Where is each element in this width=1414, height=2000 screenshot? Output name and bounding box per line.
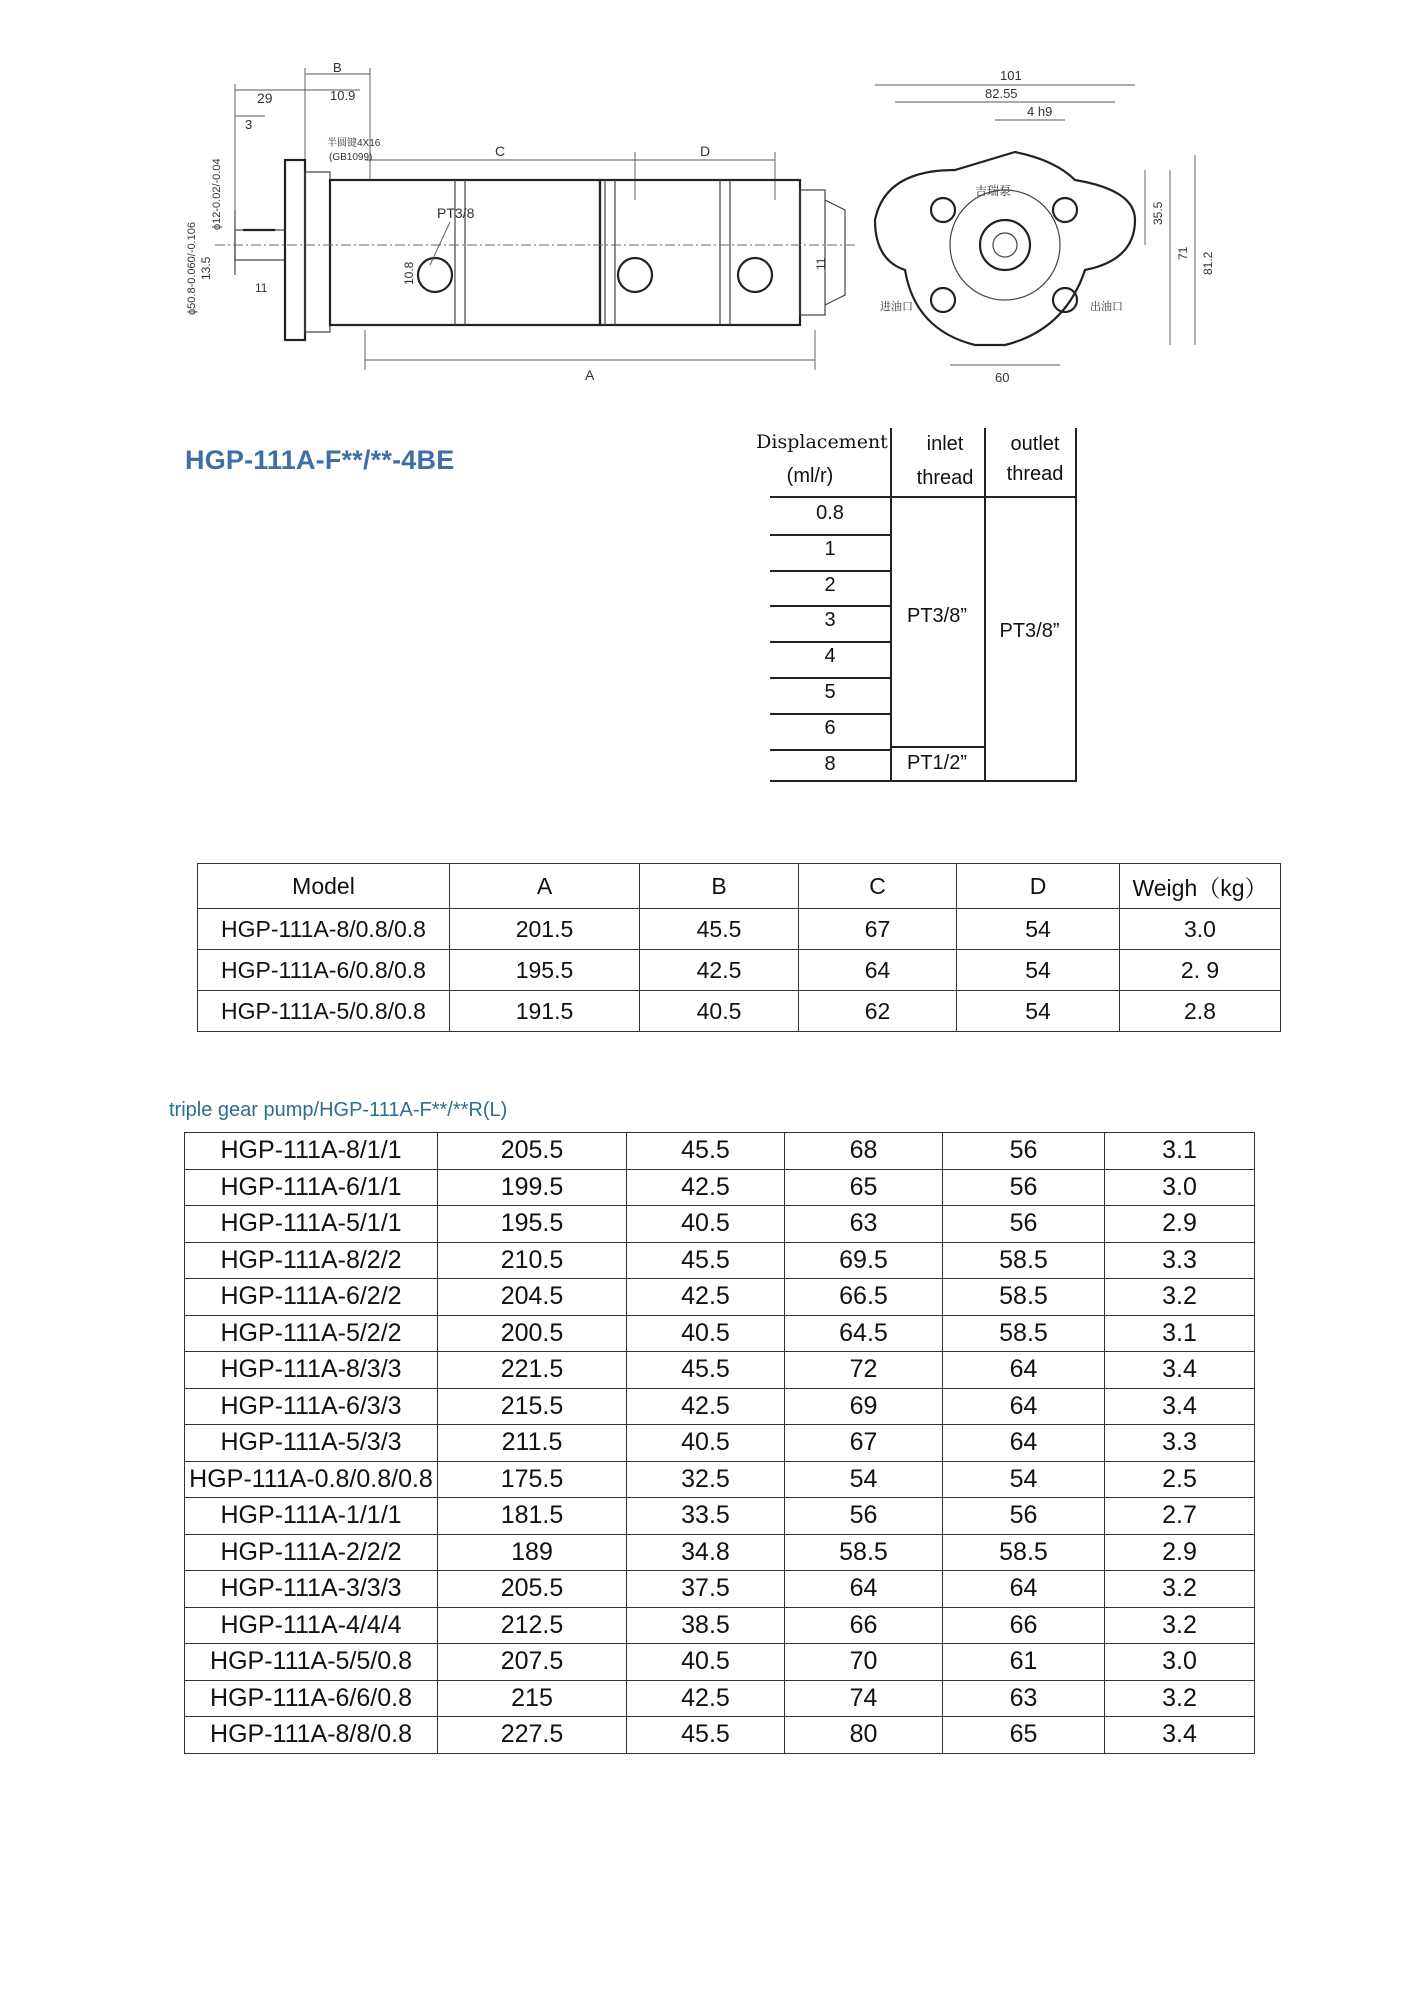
displacement-value: 8 (824, 752, 836, 775)
column-header: Model (198, 864, 450, 909)
dim-10-9: 10.9 (330, 88, 356, 103)
table-row (185, 1133, 1255, 1170)
dim-phi50: ϕ50.8-0.060/-0.106 (186, 221, 198, 315)
value-cell: 56 (785, 1498, 943, 1535)
inlet-label: 进油口 (880, 301, 913, 313)
dim-phi12: ϕ12-0.02/-0.04 (211, 158, 223, 230)
value-cell: 40.5 (627, 1206, 785, 1243)
value-cell: 56 (943, 1206, 1105, 1243)
value-cell: 189 (438, 1534, 627, 1571)
outlet-thread: PT3/8” (999, 620, 1060, 642)
value-cell: 227.5 (438, 1717, 627, 1754)
table-row (185, 1498, 1255, 1535)
value-cell: 3.2 (1105, 1680, 1255, 1717)
value-cell: 56 (943, 1498, 1105, 1535)
dim-11b: 11 (814, 257, 828, 270)
value-cell: 3.4 (1105, 1717, 1255, 1754)
value-cell: 63 (785, 1206, 943, 1243)
value-cell: 2. 9 (1120, 950, 1281, 991)
model-cell: HGP-111A-2/2/2 (185, 1534, 438, 1571)
value-cell: 64 (943, 1425, 1105, 1462)
model-cell: HGP-111A-5/3/3 (185, 1425, 438, 1462)
table-row (185, 1680, 1255, 1717)
displacement-value: 5 (824, 681, 836, 703)
value-cell: 72 (785, 1352, 943, 1389)
table-row (198, 991, 1281, 1032)
value-cell: 175.5 (438, 1461, 627, 1498)
brand-label: 吉瑞泵 (975, 184, 1012, 198)
header-inlet-2: thread (916, 467, 974, 489)
table-row (185, 1607, 1255, 1644)
value-cell: 205.5 (438, 1133, 627, 1170)
value-cell: 65 (785, 1169, 943, 1206)
model-cell: HGP-111A-8/1/1 (185, 1133, 438, 1170)
value-cell: 64 (943, 1571, 1105, 1608)
page-title: HGP-111A-F**/**-4BE (185, 445, 455, 475)
value-cell: 56 (943, 1133, 1105, 1170)
value-cell: 3.4 (1105, 1388, 1255, 1425)
header-outlet-1: outlet (1010, 433, 1060, 455)
value-cell: 45.5 (640, 909, 799, 950)
value-cell: 2.9 (1105, 1206, 1255, 1243)
value-cell: 64 (943, 1352, 1105, 1389)
value-cell: 205.5 (438, 1571, 627, 1608)
dim-d: D (700, 143, 711, 159)
header-outlet-2: thread (1006, 463, 1064, 485)
value-cell: 64 (785, 1571, 943, 1608)
column-header: A (450, 864, 640, 909)
value-cell: 54 (957, 950, 1120, 991)
displacement-value: 1 (824, 537, 836, 560)
value-cell: 32.5 (627, 1461, 785, 1498)
value-cell: 66 (943, 1607, 1105, 1644)
model-cell: HGP-111A-5/5/0.8 (185, 1644, 438, 1681)
value-cell: 181.5 (438, 1498, 627, 1535)
dim-a: A (585, 367, 595, 383)
value-cell: 54 (957, 909, 1120, 950)
dim-3: 3 (245, 117, 253, 132)
model-cell: HGP-111A-5/1/1 (185, 1206, 438, 1243)
model-cell: HGP-111A-6/2/2 (185, 1279, 438, 1316)
dim-71: 71 (1176, 246, 1190, 260)
side-view (186, 60, 855, 383)
value-cell: 80 (785, 1717, 943, 1754)
value-cell: 3.0 (1120, 909, 1281, 950)
table-row (185, 1534, 1255, 1571)
value-cell: 34.8 (627, 1534, 785, 1571)
dim-29: 29 (257, 90, 273, 106)
value-cell: 58.5 (943, 1315, 1105, 1352)
dim-10-8: 10.8 (402, 261, 416, 285)
value-cell: 191.5 (450, 991, 640, 1032)
table-row (198, 950, 1281, 991)
header-unit: (ml/r) (786, 465, 834, 487)
value-cell: 67 (785, 1425, 943, 1462)
value-cell: 64 (799, 950, 957, 991)
column-header: Weigh（kg） (1120, 864, 1281, 909)
value-cell: 45.5 (627, 1133, 785, 1170)
value-cell: 45.5 (627, 1352, 785, 1389)
table-row (185, 1644, 1255, 1681)
table-row (185, 1717, 1255, 1754)
model-cell: HGP-111A-5/0.8/0.8 (198, 991, 450, 1032)
value-cell: 42.5 (627, 1169, 785, 1206)
dim-35-5: 35.5 (1151, 201, 1165, 225)
table-row (185, 1425, 1255, 1462)
model-cell: HGP-111A-8/2/2 (185, 1242, 438, 1279)
value-cell: 40.5 (627, 1644, 785, 1681)
model-cell: HGP-111A-8/0.8/0.8 (198, 909, 450, 950)
value-cell: 54 (943, 1461, 1105, 1498)
model-cell: HGP-111A-6/3/3 (185, 1388, 438, 1425)
value-cell: 3.1 (1105, 1315, 1255, 1352)
model-cell: HGP-111A-4/4/4 (185, 1607, 438, 1644)
table-row (185, 1206, 1255, 1243)
value-cell: 40.5 (640, 991, 799, 1032)
value-cell: 42.5 (627, 1680, 785, 1717)
dim-13-5: 13.5 (199, 256, 213, 280)
value-cell: 3.2 (1105, 1607, 1255, 1644)
triple-pump-title: triple gear pump/HGP-111A-F**/**R(L) (169, 1099, 508, 1121)
value-cell: 58.5 (943, 1279, 1105, 1316)
value-cell: 3.0 (1105, 1644, 1255, 1681)
value-cell: 3.3 (1105, 1425, 1255, 1462)
dim-pt: PT3/8 (437, 205, 475, 221)
value-cell: 37.5 (627, 1571, 785, 1608)
value-cell: 42.5 (640, 950, 799, 991)
displacement-value: 0.8 (816, 502, 844, 524)
dim-81-2: 81.2 (1201, 251, 1215, 275)
dim-gb: (GB1099) (329, 152, 373, 163)
value-cell: 58.5 (943, 1242, 1105, 1279)
column-header: C (799, 864, 957, 909)
value-cell: 200.5 (438, 1315, 627, 1352)
model-cell: HGP-111A-5/2/2 (185, 1315, 438, 1352)
table-row (185, 1352, 1255, 1389)
dim-c: C (495, 143, 506, 159)
model-cell: HGP-111A-6/1/1 (185, 1169, 438, 1206)
inlet-thread-last: PT1/2” (906, 752, 968, 774)
model-table (197, 863, 1281, 1032)
dim-11: 11 (255, 281, 268, 295)
model-cell: HGP-111A-3/3/3 (185, 1571, 438, 1608)
value-cell: 195.5 (438, 1206, 627, 1243)
dim-60: 60 (995, 370, 1010, 385)
value-cell: 45.5 (627, 1242, 785, 1279)
value-cell: 40.5 (627, 1315, 785, 1352)
dim-b: B (333, 60, 342, 75)
value-cell: 40.5 (627, 1425, 785, 1462)
header-displacement: Displacement (756, 431, 888, 453)
column-header: B (640, 864, 799, 909)
model-cell: HGP-111A-0.8/0.8/0.8 (185, 1461, 438, 1498)
end-view (875, 68, 1215, 385)
model-cell: HGP-111A-6/6/0.8 (185, 1680, 438, 1717)
value-cell: 64.5 (785, 1315, 943, 1352)
model-cell: HGP-111A-1/1/1 (185, 1498, 438, 1535)
value-cell: 67 (799, 909, 957, 950)
model-cell: HGP-111A-6/0.8/0.8 (198, 950, 450, 991)
value-cell: 199.5 (438, 1169, 627, 1206)
table-row (198, 909, 1281, 950)
value-cell: 3.3 (1105, 1242, 1255, 1279)
table-row (185, 1242, 1255, 1279)
table-row (185, 1169, 1255, 1206)
value-cell: 2.9 (1105, 1534, 1255, 1571)
value-cell: 2.8 (1120, 991, 1281, 1032)
value-cell: 70 (785, 1644, 943, 1681)
triple-pump-table (184, 1132, 1255, 1754)
value-cell: 221.5 (438, 1352, 627, 1389)
table-row (185, 1571, 1255, 1608)
table-row (185, 1315, 1255, 1352)
value-cell: 69.5 (785, 1242, 943, 1279)
value-cell: 69 (785, 1388, 943, 1425)
value-cell: 210.5 (438, 1242, 627, 1279)
dim-h9: 4 h9 (1027, 104, 1053, 119)
header-inlet-1: inlet (926, 433, 964, 455)
model-cell: HGP-111A-8/3/3 (185, 1352, 438, 1389)
value-cell: 207.5 (438, 1644, 627, 1681)
value-cell: 195.5 (450, 950, 640, 991)
value-cell: 204.5 (438, 1279, 627, 1316)
outlet-label: 出油口 (1090, 301, 1123, 313)
displacement-value: 2 (824, 573, 836, 596)
value-cell: 56 (943, 1169, 1105, 1206)
value-cell: 54 (957, 991, 1120, 1032)
model-cell: HGP-111A-8/8/0.8 (185, 1717, 438, 1754)
value-cell: 212.5 (438, 1607, 627, 1644)
table-row (185, 1388, 1255, 1425)
inlet-thread-main: PT3/8” (906, 605, 968, 627)
displacement-value: 4 (824, 645, 836, 668)
value-cell: 64 (943, 1388, 1105, 1425)
value-cell: 42.5 (627, 1388, 785, 1425)
value-cell: 3.2 (1105, 1571, 1255, 1608)
dim-101: 101 (1000, 68, 1022, 83)
value-cell: 201.5 (450, 909, 640, 950)
value-cell: 45.5 (627, 1717, 785, 1754)
value-cell: 42.5 (627, 1279, 785, 1316)
value-cell: 2.5 (1105, 1461, 1255, 1498)
value-cell: 66.5 (785, 1279, 943, 1316)
value-cell: 3.4 (1105, 1352, 1255, 1389)
dim-82-55: 82.55 (985, 86, 1018, 101)
value-cell: 54 (785, 1461, 943, 1498)
value-cell: 62 (799, 991, 957, 1032)
value-cell: 3.0 (1105, 1169, 1255, 1206)
value-cell: 3.2 (1105, 1279, 1255, 1316)
value-cell: 61 (943, 1644, 1105, 1681)
value-cell: 58.5 (785, 1534, 943, 1571)
displacement-value: 6 (824, 716, 836, 739)
value-cell: 215 (438, 1680, 627, 1717)
value-cell: 68 (785, 1133, 943, 1170)
pump-drawing (185, 60, 1255, 400)
value-cell: 215.5 (438, 1388, 627, 1425)
value-cell: 33.5 (627, 1498, 785, 1535)
value-cell: 65 (943, 1717, 1105, 1754)
value-cell: 3.1 (1105, 1133, 1255, 1170)
table-row (185, 1461, 1255, 1498)
dim-key: 半圆键4X16 (327, 138, 381, 149)
value-cell: 2.7 (1105, 1498, 1255, 1535)
value-cell: 74 (785, 1680, 943, 1717)
value-cell: 66 (785, 1607, 943, 1644)
value-cell: 63 (943, 1680, 1105, 1717)
value-cell: 58.5 (943, 1534, 1105, 1571)
value-cell: 211.5 (438, 1425, 627, 1462)
column-header: D (957, 864, 1120, 909)
displacement-value: 3 (824, 609, 836, 632)
value-cell: 38.5 (627, 1607, 785, 1644)
table-row (185, 1279, 1255, 1316)
